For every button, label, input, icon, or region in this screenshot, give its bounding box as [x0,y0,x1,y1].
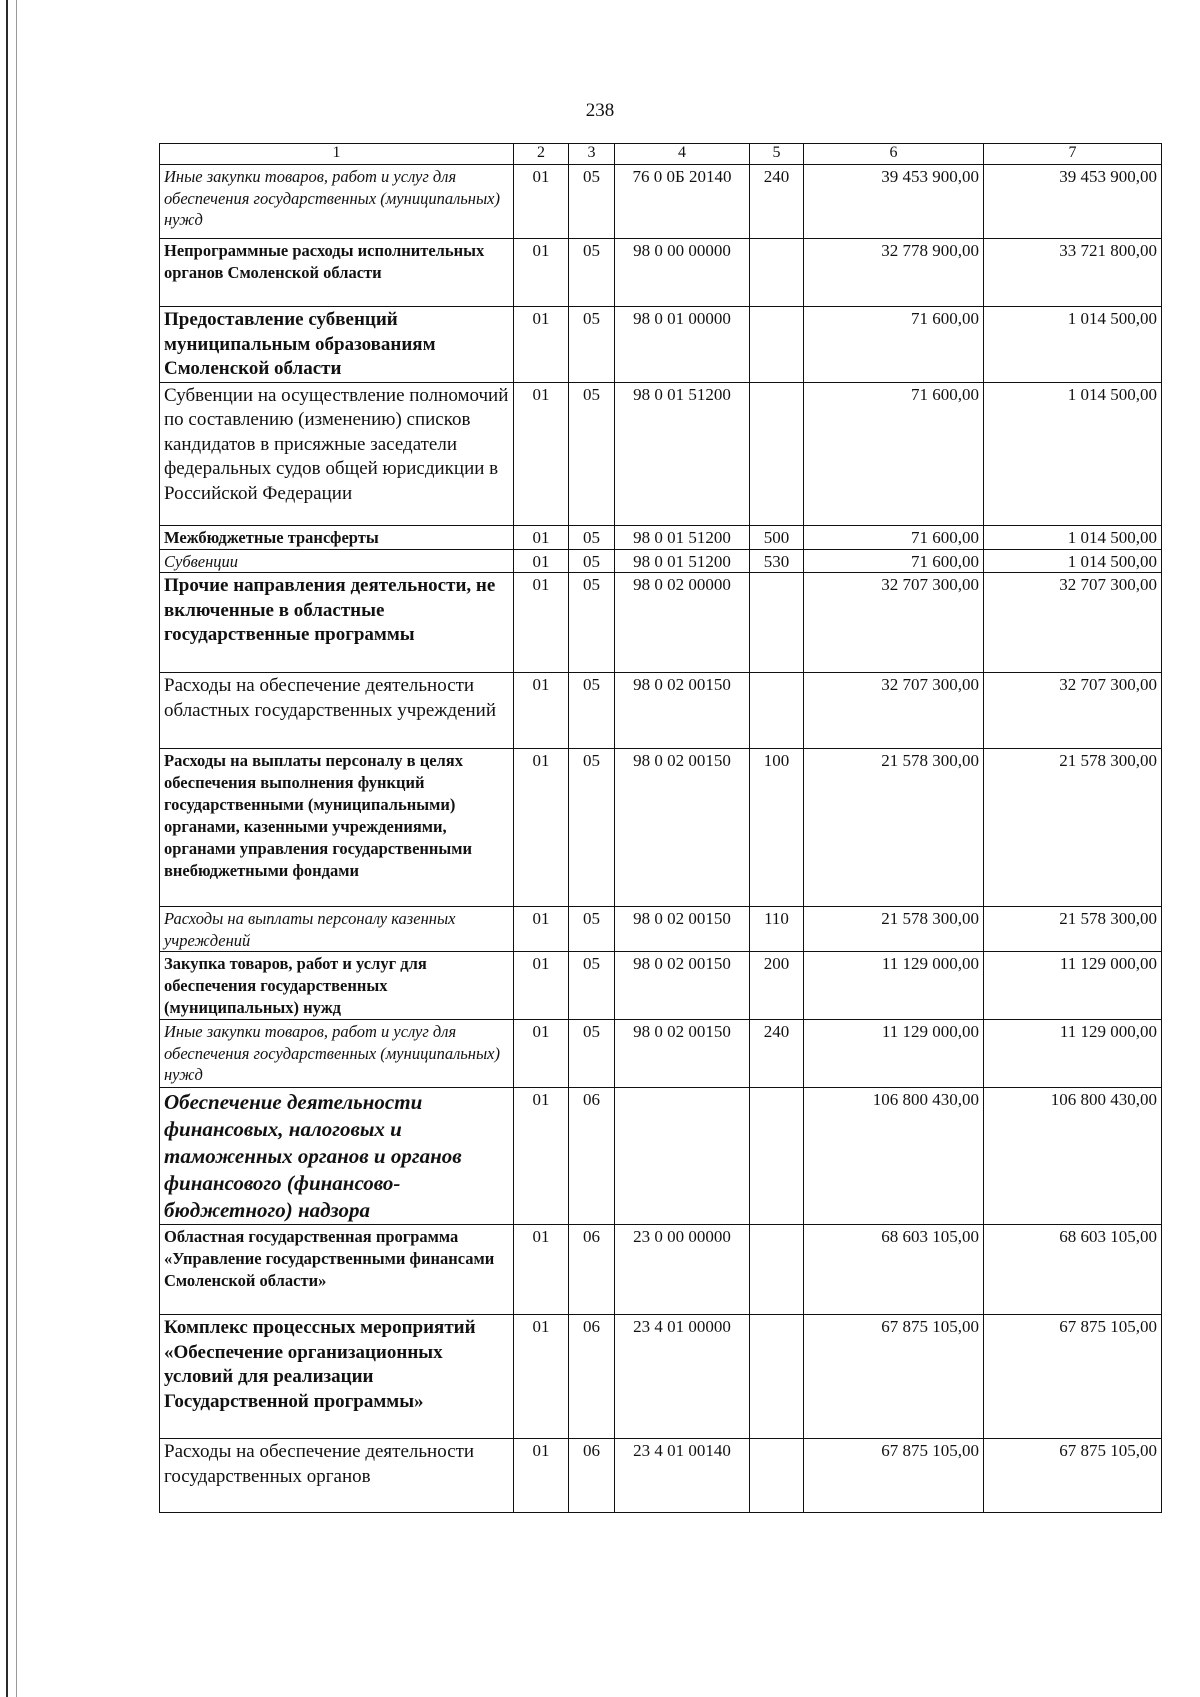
subsection-code-cell: 06 [569,1315,615,1439]
target-article-cell: 98 0 02 00150 [615,1020,750,1088]
amount-year1-cell: 106 800 430,00 [804,1088,984,1225]
expense-type-cell [750,1439,804,1513]
table-row [160,1225,1162,1315]
target-article-cell: 98 0 01 00000 [615,307,750,383]
subsection-code-cell: 05 [569,1020,615,1088]
section-code-cell: 01 [514,549,569,573]
amount-year1-cell: 71 600,00 [804,382,984,525]
header-row [160,144,1162,165]
subsection-code-cell: 06 [569,1225,615,1315]
page-number: 238 [585,100,615,121]
subsection-code-cell: 05 [569,673,615,749]
amount-year1-cell: 39 453 900,00 [804,165,984,239]
row-name-cell: Расходы на обеспечение деятельности областных государственных учреждений [160,673,514,749]
table-row [160,1315,1162,1439]
table-row [160,307,1162,383]
amount-year2-cell: 11 129 000,00 [984,952,1162,1020]
amount-year2-cell: 39 453 900,00 [984,165,1162,239]
row-name-cell: Межбюджетные трансферты [160,525,514,549]
amount-year1-cell: 32 778 900,00 [804,239,984,307]
section-code-cell: 01 [514,749,569,907]
amount-year2-cell: 32 707 300,00 [984,573,1162,673]
expense-type-cell [750,1225,804,1315]
row-name-cell: Непрограммные расходы исполнительных органов Смоленской области [160,239,514,307]
amount-year2-cell: 32 707 300,00 [984,673,1162,749]
row-name-cell: Прочие направления деятельности, не включенные в областные государственные программы [160,573,514,673]
scan-edge [6,0,8,1697]
table-row [160,1020,1162,1088]
target-article-cell: 98 0 02 00150 [615,673,750,749]
target-article-cell: 98 0 01 51200 [615,525,750,549]
amount-year1-cell: 71 600,00 [804,307,984,383]
amount-year1-cell: 68 603 105,00 [804,1225,984,1315]
table-row [160,573,1162,673]
subsection-code-cell: 06 [569,1439,615,1513]
row-name-cell: Иные закупки товаров, работ и услуг для обеспечения государственных (муниципальных) нужд [160,165,514,239]
amount-year2-cell: 11 129 000,00 [984,1020,1162,1088]
amount-year1-cell: 71 600,00 [804,525,984,549]
amount-year1-cell: 32 707 300,00 [804,673,984,749]
target-article-cell [615,1088,750,1225]
expense-type-cell: 240 [750,1020,804,1088]
target-article-cell: 98 0 02 00150 [615,952,750,1020]
expense-type-cell: 200 [750,952,804,1020]
table-row [160,749,1162,907]
amount-year1-cell: 67 875 105,00 [804,1315,984,1439]
expense-type-cell [750,1315,804,1439]
table-row [160,165,1162,239]
expense-type-cell: 500 [750,525,804,549]
section-code-cell: 01 [514,907,569,952]
row-name-cell: Субвенции на осуществление полномочий по составлению (изменению) списков кандидатов в присяжные заседатели федеральных судов общей юрисдикции в Российской Федерации [160,382,514,525]
target-article-cell: 76 0 0Б 20140 [615,165,750,239]
header-cell-6: 6 [804,144,984,165]
amount-year2-cell: 68 603 105,00 [984,1225,1162,1315]
amount-year1-cell: 67 875 105,00 [804,1439,984,1513]
amount-year1-cell: 21 578 300,00 [804,907,984,952]
target-article-cell: 23 4 01 00000 [615,1315,750,1439]
section-code-cell: 01 [514,239,569,307]
amount-year2-cell: 1 014 500,00 [984,525,1162,549]
amount-year1-cell: 32 707 300,00 [804,573,984,673]
header-cell-3: 3 [569,144,615,165]
table-row [160,549,1162,573]
table-row [160,239,1162,307]
row-name-cell: Расходы на выплаты персоналу в целях обеспечения выполнения функций государственными (муниципальными) органами, казенными учреждениями, органами управления государственными внебюджетными фондами [160,749,514,907]
amount-year2-cell: 67 875 105,00 [984,1439,1162,1513]
amount-year2-cell: 1 014 500,00 [984,307,1162,383]
target-article-cell: 98 0 02 00150 [615,749,750,907]
expense-type-cell [750,573,804,673]
target-article-cell: 98 0 01 51200 [615,549,750,573]
table-row [160,673,1162,749]
subsection-code-cell: 05 [569,525,615,549]
subsection-code-cell: 05 [569,307,615,383]
amount-year2-cell: 21 578 300,00 [984,749,1162,907]
amount-year2-cell: 1 014 500,00 [984,382,1162,525]
expense-type-cell [750,1088,804,1225]
amount-year2-cell: 1 014 500,00 [984,549,1162,573]
header-cell-2: 2 [514,144,569,165]
row-name-cell: Обеспечение деятельности финансовых, налоговых и таможенных органов и органов финансового (финансово-бюджетного) надзора [160,1088,514,1225]
amount-year2-cell: 21 578 300,00 [984,907,1162,952]
row-name-cell: Расходы на обеспечение деятельности государственных органов [160,1439,514,1513]
subsection-code-cell: 05 [569,382,615,525]
table-row [160,952,1162,1020]
budget-table [159,143,1162,1513]
section-code-cell: 01 [514,952,569,1020]
subsection-code-cell: 05 [569,573,615,673]
header-cell-4: 4 [615,144,750,165]
row-name-cell: Расходы на выплаты персоналу казенных учреждений [160,907,514,952]
row-name-cell: Субвенции [160,549,514,573]
table-body [160,144,1162,1513]
scan-edge-faint [16,0,17,1697]
target-article-cell: 23 4 01 00140 [615,1439,750,1513]
expense-type-cell [750,673,804,749]
subsection-code-cell: 05 [569,549,615,573]
header-cell-5: 5 [750,144,804,165]
header-cell-1: 1 [160,144,514,165]
subsection-code-cell: 06 [569,1088,615,1225]
table-row [160,1439,1162,1513]
section-code-cell: 01 [514,525,569,549]
subsection-code-cell: 05 [569,952,615,1020]
section-code-cell: 01 [514,307,569,383]
section-code-cell: 01 [514,573,569,673]
amount-year2-cell: 67 875 105,00 [984,1315,1162,1439]
section-code-cell: 01 [514,1315,569,1439]
target-article-cell: 98 0 02 00150 [615,907,750,952]
subsection-code-cell: 05 [569,907,615,952]
amount-year1-cell: 11 129 000,00 [804,952,984,1020]
header-cell-7: 7 [984,144,1162,165]
section-code-cell: 01 [514,1439,569,1513]
section-code-cell: 01 [514,673,569,749]
section-code-cell: 01 [514,1088,569,1225]
expense-type-cell: 100 [750,749,804,907]
expense-type-cell: 530 [750,549,804,573]
table-row [160,525,1162,549]
target-article-cell: 98 0 00 00000 [615,239,750,307]
amount-year1-cell: 11 129 000,00 [804,1020,984,1088]
target-article-cell: 98 0 02 00000 [615,573,750,673]
row-name-cell: Закупка товаров, работ и услуг для обеспечения государственных (муниципальных) нужд [160,952,514,1020]
expense-type-cell [750,307,804,383]
expense-type-cell [750,382,804,525]
expense-type-cell: 240 [750,165,804,239]
section-code-cell: 01 [514,1020,569,1088]
amount-year2-cell: 33 721 800,00 [984,239,1162,307]
target-article-cell: 23 0 00 00000 [615,1225,750,1315]
amount-year2-cell: 106 800 430,00 [984,1088,1162,1225]
target-article-cell: 98 0 01 51200 [615,382,750,525]
subsection-code-cell: 05 [569,749,615,907]
amount-year1-cell: 71 600,00 [804,549,984,573]
expense-type-cell: 110 [750,907,804,952]
row-name-cell: Предоставление субвенций муниципальным образованиям Смоленской области [160,307,514,383]
subsection-code-cell: 05 [569,239,615,307]
subsection-code-cell: 05 [569,165,615,239]
table-row [160,382,1162,525]
row-name-cell: Комплекс процессных мероприятий «Обеспечение организационных условий для реализации Государственной программы» [160,1315,514,1439]
row-name-cell: Иные закупки товаров, работ и услуг для обеспечения государственных (муниципальных) нужд [160,1020,514,1088]
row-name-cell: Областная государственная программа «Управление государственными финансами Смоленской области» [160,1225,514,1315]
section-code-cell: 01 [514,1225,569,1315]
amount-year1-cell: 21 578 300,00 [804,749,984,907]
table-row [160,1088,1162,1225]
table-row [160,907,1162,952]
expense-type-cell [750,239,804,307]
section-code-cell: 01 [514,382,569,525]
section-code-cell: 01 [514,165,569,239]
